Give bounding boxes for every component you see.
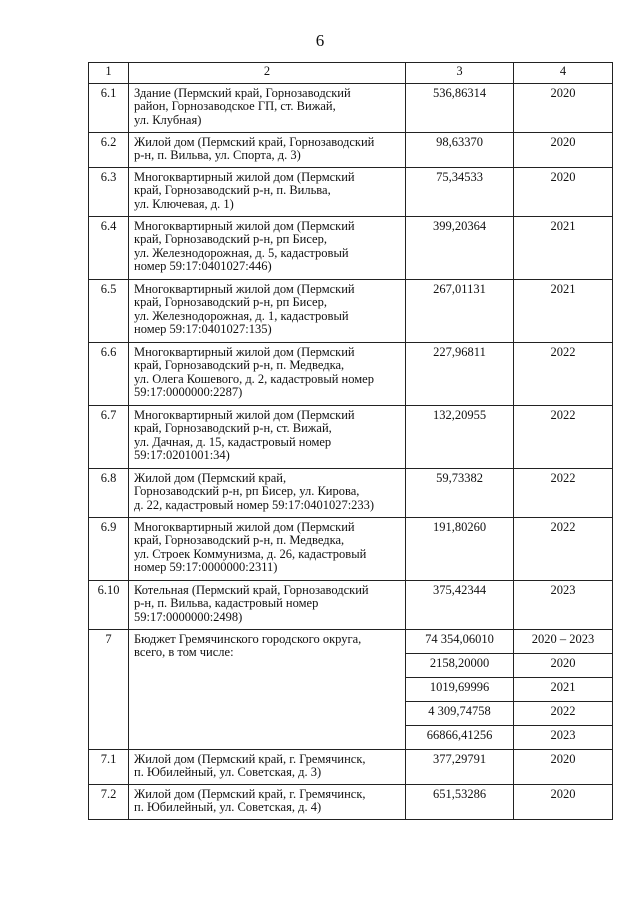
description-line: р-н, п. Вильва, кадастровый номер [134,596,319,611]
year-value: 2021 [514,217,613,280]
description-line: край, Горнозаводский р-н, п. Медведка, [134,358,345,373]
object-description [129,406,406,469]
description-line: Многоквартирный жилой дом (Пермский [134,170,355,184]
year-value: 2020 [514,654,613,678]
amount-value: 1019,69996 [406,678,514,702]
row-number: 6.3 [89,168,129,217]
row-number: 6.8 [89,469,129,518]
amount-value: 59,73382 [406,469,514,518]
object-description [129,217,406,280]
row-number: 7 [89,630,129,750]
row-number: 6.7 [89,406,129,469]
description-line: район, Горнозаводское ГП, ст. Вижай, [134,99,336,114]
description-line: край, Горнозаводский р-н, рп Бисер, [134,295,327,310]
row-number: 7.1 [89,750,129,785]
budget-row [89,630,613,654]
description-line: 59:17:0201001:34) [134,448,230,463]
year-value: 2022 [514,406,613,469]
table-row [89,518,613,581]
year-value: 2023 [514,581,613,630]
year-value: 2020 [514,84,613,133]
amount-value: 74 354,06010 [406,630,514,654]
year-value: 2022 [514,702,613,726]
description-line: Здание (Пермский край, Горнозаводский [134,86,351,100]
description-line: ул. Ключевая, д. 1) [134,196,234,211]
object-description [129,280,406,343]
amount-value: 651,53286 [406,785,514,820]
description-line: всего, в том числе: [134,645,234,660]
year-value: 2020 [514,750,613,785]
description-line: край, Горнозаводский р-н, ст. Вижай, [134,421,332,436]
table-row [89,217,613,280]
object-description [129,469,406,518]
amount-value: 66866,41256 [406,726,514,750]
row-number: 6.6 [89,343,129,406]
amount-value: 377,29791 [406,750,514,785]
object-description [129,343,406,406]
description-line: п. Юбилейный, ул. Советская, д. 3) [134,765,322,780]
table-row [89,469,613,518]
amount-value: 132,20955 [406,406,514,469]
description-line: ул. Строек Коммунизма, д. 26, кадастровый [134,546,367,561]
object-description [129,785,406,820]
description-line: Котельная (Пермский край, Горнозаводский [134,583,369,597]
description-line: 59:17:0000000:2498) [134,609,243,624]
year-value: 2020 [514,785,613,820]
year-value: 2020 – 2023 [514,630,613,654]
description-line: Горнозаводский р-н, рп Бисер, ул. Кирова, [134,484,360,499]
description-line: Многоквартирный жилой дом (Пермский [134,520,355,534]
amount-value: 191,80260 [406,518,514,581]
description-line: ул. Железнодорожная, д. 1, кадастровый [134,308,349,323]
year-value: 2021 [514,678,613,702]
description-line: ул. Железнодорожная, д. 5, кадастровый [134,245,349,260]
table-row [89,406,613,469]
description-line: Многоквартирный жилой дом (Пермский [134,345,355,359]
amount-value: 375,42344 [406,581,514,630]
description-line: Жилой дом (Пермский край, Горнозаводский [134,135,375,149]
row-number: 6.5 [89,280,129,343]
row-number: 6.4 [89,217,129,280]
table-row [89,785,613,820]
year-value: 2023 [514,726,613,750]
description-line: п. Юбилейный, ул. Советская, д. 4) [134,800,322,815]
object-description [129,581,406,630]
header-col-3: 3 [406,63,514,84]
object-description [129,84,406,133]
year-value: 2022 [514,518,613,581]
description-line: ул. Клубная) [134,112,202,127]
table-row [89,133,613,168]
description-line: Многоквартирный жилой дом (Пермский [134,282,355,296]
amount-value: 227,96811 [406,343,514,406]
description-line: р-н, п. Вильва, ул. Спорта, д. 3) [134,148,301,163]
description-line: Бюджет Гремячинского городского округа, [134,632,362,646]
header-col-2: 2 [129,63,406,84]
year-value: 2022 [514,469,613,518]
description-line: 59:17:0000000:2287) [134,385,243,400]
funding-table [88,62,613,820]
object-description [129,133,406,168]
year-value: 2020 [514,133,613,168]
year-value: 2021 [514,280,613,343]
header-col-1: 1 [89,63,129,84]
description-line: Жилой дом (Пермский край, г. Гремячинск, [134,787,366,801]
description-line: ул. Олега Кошевого, д. 2, кадастровый номер [134,371,374,386]
table-row [89,168,613,217]
budget-description [129,630,406,750]
amount-value: 536,86314 [406,84,514,133]
row-number: 6.9 [89,518,129,581]
description-line: номер 59:17:0401027:446) [134,259,272,274]
amount-value: 4 309,74758 [406,702,514,726]
object-description [129,750,406,785]
table-row [89,84,613,133]
amount-value: 75,34533 [406,168,514,217]
row-number: 6.1 [89,84,129,133]
description-line: ул. Дачная, д. 15, кадастровый номер [134,434,332,449]
row-number: 7.2 [89,785,129,820]
description-line: Многоквартирный жилой дом (Пермский [134,408,355,422]
table-row [89,750,613,785]
header-row [89,63,613,84]
row-number: 6.10 [89,581,129,630]
description-line: Многоквартирный жилой дом (Пермский [134,219,355,233]
description-line: номер 59:17:0401027:135) [134,322,272,337]
description-line: номер 59:17:0000000:2311) [134,560,278,575]
year-value: 2020 [514,168,613,217]
description-line: д. 22, кадастровый номер 59:17:0401027:233) [134,497,375,512]
amount-value: 267,01131 [406,280,514,343]
header-col-4: 4 [514,63,613,84]
table-row [89,280,613,343]
page-number: 6 [315,31,325,50]
object-description [129,168,406,217]
row-number: 6.2 [89,133,129,168]
table-row [89,581,613,630]
description-line: край, Горнозаводский р-н, п. Медведка, [134,533,345,548]
object-description [129,518,406,581]
description-line: Жилой дом (Пермский край, г. Гремячинск, [134,752,366,766]
amount-value: 98,63370 [406,133,514,168]
amount-value: 399,20364 [406,217,514,280]
description-line: Жилой дом (Пермский край, [134,471,287,485]
description-line: край, Горнозаводский р-н, п. Вильва, [134,183,331,198]
table-row [89,343,613,406]
description-line: край, Горнозаводский р-н, рп Бисер, [134,232,327,247]
year-value: 2022 [514,343,613,406]
amount-value: 2158,20000 [406,654,514,678]
